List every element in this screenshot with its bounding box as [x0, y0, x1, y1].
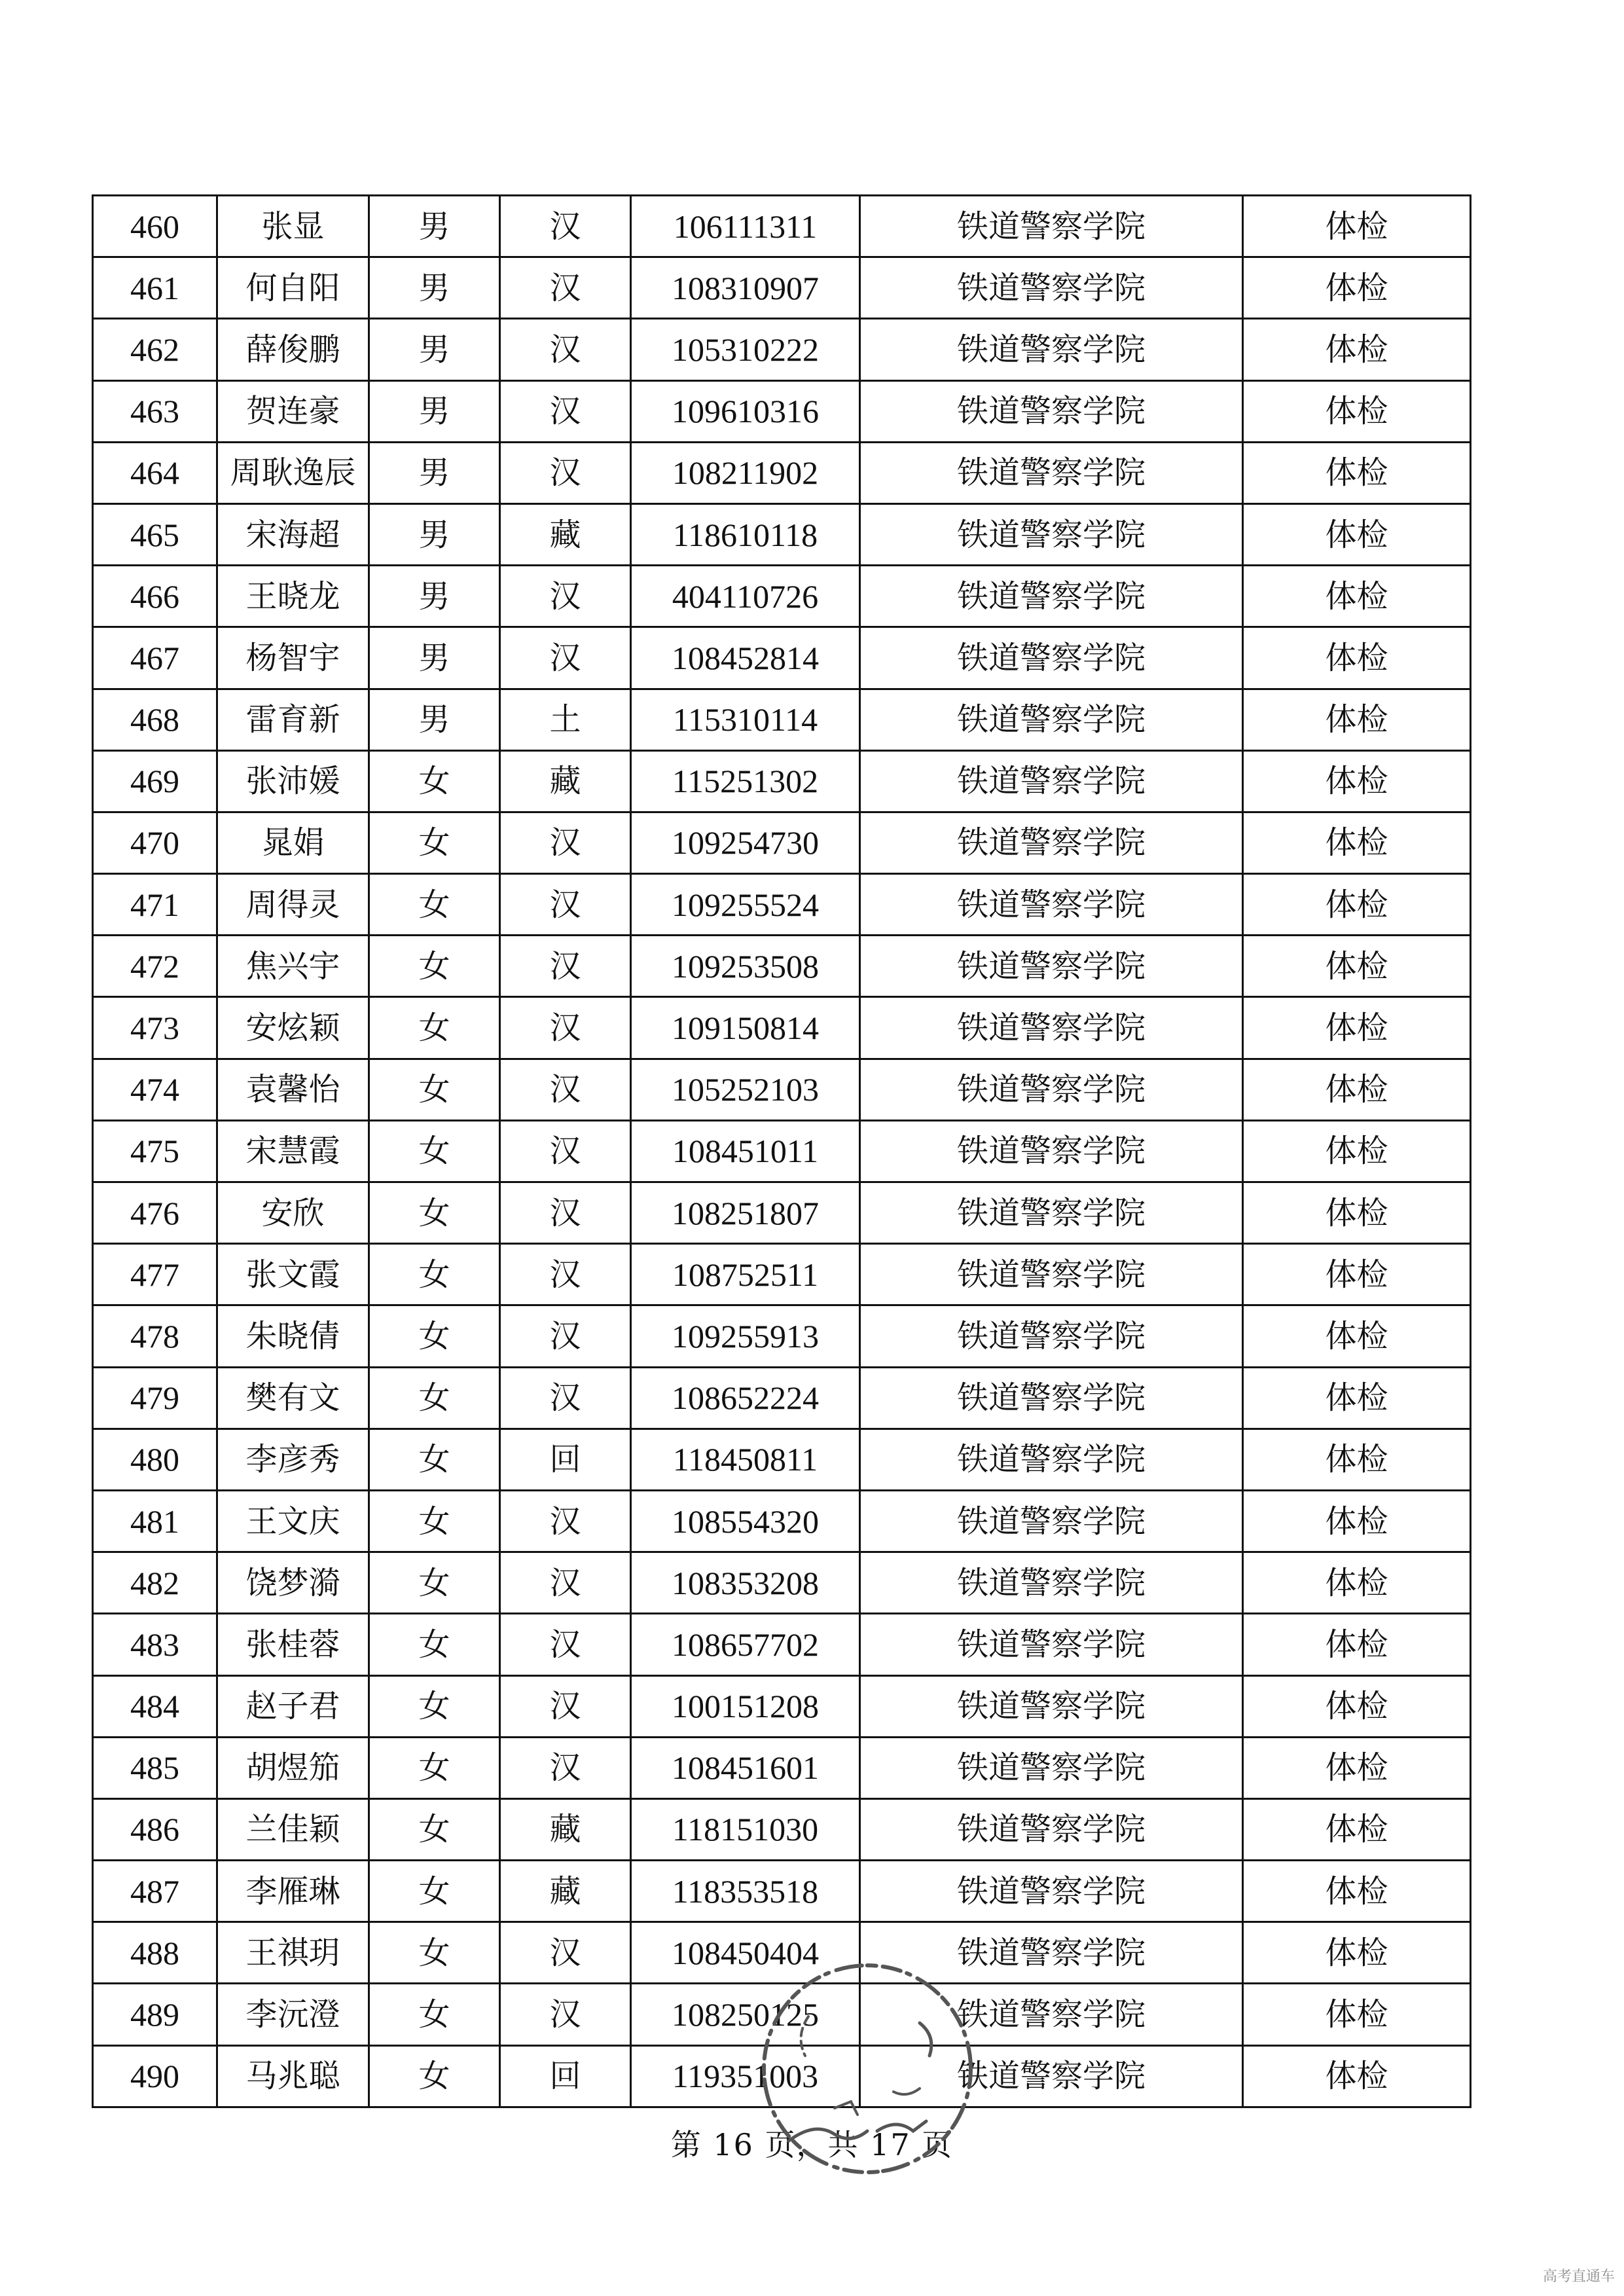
student-name-cell: 张桂蓉: [217, 1614, 369, 1675]
gender-cell: 男: [369, 257, 500, 319]
status-cell: 体检: [1243, 566, 1471, 627]
gender-cell: 女: [369, 997, 500, 1059]
gender-cell: 女: [369, 1798, 500, 1860]
admitted-school-cell: 铁道警察学院: [860, 1367, 1243, 1429]
table-row: [93, 1305, 1471, 1367]
row-index-cell: 462: [93, 319, 217, 380]
status-cell: 体检: [1243, 1182, 1471, 1244]
ethnicity-cell: 汉: [500, 627, 631, 689]
exam-number-cell: 108652224: [631, 1367, 860, 1429]
status-cell: 体检: [1243, 503, 1471, 565]
ethnicity-cell: 汉: [500, 319, 631, 380]
ethnicity-cell: 汉: [500, 1244, 631, 1305]
admitted-school-cell: 铁道警察学院: [860, 1798, 1243, 1860]
ethnicity-cell: 汉: [500, 442, 631, 503]
ethnicity-cell: 汉: [500, 1120, 631, 1182]
exam-number-cell: 109255913: [631, 1305, 860, 1367]
table-row: [93, 2045, 1471, 2107]
student-name-cell: 宋慧霞: [217, 1120, 369, 1182]
exam-number-cell: 108752511: [631, 1244, 860, 1305]
admitted-school-cell: 铁道警察学院: [860, 1861, 1243, 1922]
exam-number-cell: 115251302: [631, 750, 860, 812]
table-row: [93, 997, 1471, 1059]
admission-table: [92, 194, 1471, 2108]
admitted-school-cell: 铁道警察学院: [860, 874, 1243, 936]
admitted-school-cell: 铁道警察学院: [860, 1244, 1243, 1305]
table-row: [93, 566, 1471, 627]
ethnicity-cell: 汉: [500, 1984, 631, 2045]
student-name-cell: 李沅澄: [217, 1984, 369, 2045]
status-cell: 体检: [1243, 1490, 1471, 1552]
gender-cell: 女: [369, 936, 500, 997]
status-cell: 体检: [1243, 1367, 1471, 1429]
exam-number-cell: 108554320: [631, 1490, 860, 1552]
row-index-cell: 467: [93, 627, 217, 689]
status-cell: 体检: [1243, 874, 1471, 936]
ethnicity-cell: 汉: [500, 1182, 631, 1244]
row-index-cell: 486: [93, 1798, 217, 1860]
admitted-school-cell: 铁道警察学院: [860, 380, 1243, 442]
ethnicity-cell: 汉: [500, 1367, 631, 1429]
gender-cell: 女: [369, 1490, 500, 1552]
status-cell: 体检: [1243, 2045, 1471, 2107]
ethnicity-cell: 汉: [500, 1614, 631, 1675]
admitted-school-cell: 铁道警察学院: [860, 1614, 1243, 1675]
row-index-cell: 481: [93, 1490, 217, 1552]
exam-number-cell: 118353518: [631, 1861, 860, 1922]
ethnicity-cell: 藏: [500, 750, 631, 812]
table-row: [93, 1552, 1471, 1614]
exam-number-cell: 118151030: [631, 1798, 860, 1860]
exam-number-cell: 106111311: [631, 196, 860, 257]
student-name-cell: 贺连豪: [217, 380, 369, 442]
admitted-school-cell: 铁道警察学院: [860, 1182, 1243, 1244]
gender-cell: 男: [369, 319, 500, 380]
admitted-school-cell: 铁道警察学院: [860, 627, 1243, 689]
ethnicity-cell: 汉: [500, 936, 631, 997]
table-row: [93, 319, 1471, 380]
admitted-school-cell: 铁道警察学院: [860, 503, 1243, 565]
exam-number-cell: 105252103: [631, 1059, 860, 1120]
gender-cell: 女: [369, 1984, 500, 2045]
exam-number-cell: 115310114: [631, 689, 860, 750]
status-cell: 体检: [1243, 1614, 1471, 1675]
status-cell: 体检: [1243, 936, 1471, 997]
status-cell: 体检: [1243, 1120, 1471, 1182]
gender-cell: 男: [369, 442, 500, 503]
student-name-cell: 宋海超: [217, 503, 369, 565]
ethnicity-cell: 藏: [500, 1798, 631, 1860]
gender-cell: 女: [369, 812, 500, 873]
gender-cell: 女: [369, 1429, 500, 1490]
table-row: [93, 1984, 1471, 2045]
row-index-cell: 472: [93, 936, 217, 997]
status-cell: 体检: [1243, 812, 1471, 873]
exam-number-cell: 119351003: [631, 2045, 860, 2107]
table-row: [93, 1059, 1471, 1120]
exam-number-cell: 108450404: [631, 1922, 860, 1984]
gender-cell: 女: [369, 1367, 500, 1429]
gender-cell: 女: [369, 1861, 500, 1922]
ethnicity-cell: 汉: [500, 1305, 631, 1367]
exam-number-cell: 108451601: [631, 1737, 860, 1798]
gender-cell: 女: [369, 1737, 500, 1798]
student-name-cell: 何自阳: [217, 257, 369, 319]
admitted-school-cell: 铁道警察学院: [860, 1737, 1243, 1798]
gender-cell: 男: [369, 627, 500, 689]
student-name-cell: 樊有文: [217, 1367, 369, 1429]
admitted-school-cell: 铁道警察学院: [860, 1922, 1243, 1984]
student-name-cell: 朱晓倩: [217, 1305, 369, 1367]
status-cell: 体检: [1243, 689, 1471, 750]
row-index-cell: 476: [93, 1182, 217, 1244]
ethnicity-cell: 回: [500, 1429, 631, 1490]
exam-number-cell: 108310907: [631, 257, 860, 319]
admitted-school-cell: 铁道警察学院: [860, 1305, 1243, 1367]
status-cell: 体检: [1243, 196, 1471, 257]
status-cell: 体检: [1243, 1798, 1471, 1860]
table-row: [93, 1675, 1471, 1737]
row-index-cell: 483: [93, 1614, 217, 1675]
table-row: [93, 936, 1471, 997]
exam-number-cell: 108251807: [631, 1182, 860, 1244]
table-row: [93, 257, 1471, 319]
admitted-school-cell: 铁道警察学院: [860, 1552, 1243, 1614]
row-index-cell: 490: [93, 2045, 217, 2107]
row-index-cell: 475: [93, 1120, 217, 1182]
row-index-cell: 488: [93, 1922, 217, 1984]
ethnicity-cell: 汉: [500, 1059, 631, 1120]
gender-cell: 男: [369, 566, 500, 627]
student-name-cell: 王晓龙: [217, 566, 369, 627]
admitted-school-cell: 铁道警察学院: [860, 1059, 1243, 1120]
student-name-cell: 王祺玥: [217, 1922, 369, 1984]
table-row: [93, 874, 1471, 936]
row-index-cell: 474: [93, 1059, 217, 1120]
ethnicity-cell: 藏: [500, 1861, 631, 1922]
status-cell: 体检: [1243, 442, 1471, 503]
gender-cell: 男: [369, 380, 500, 442]
student-name-cell: 王文庆: [217, 1490, 369, 1552]
row-index-cell: 463: [93, 380, 217, 442]
admitted-school-cell: 铁道警察学院: [860, 1490, 1243, 1552]
admitted-school-cell: 铁道警察学院: [860, 442, 1243, 503]
row-index-cell: 478: [93, 1305, 217, 1367]
ethnicity-cell: 汉: [500, 874, 631, 936]
status-cell: 体检: [1243, 257, 1471, 319]
student-name-cell: 晁娟: [217, 812, 369, 873]
status-cell: 体检: [1243, 750, 1471, 812]
gender-cell: 女: [369, 750, 500, 812]
student-name-cell: 周得灵: [217, 874, 369, 936]
table-row: [93, 750, 1471, 812]
admitted-school-cell: 铁道警察学院: [860, 257, 1243, 319]
row-index-cell: 466: [93, 566, 217, 627]
status-cell: 体检: [1243, 1059, 1471, 1120]
student-name-cell: 马兆聪: [217, 2045, 369, 2107]
ethnicity-cell: 汉: [500, 1490, 631, 1552]
ethnicity-cell: 汉: [500, 997, 631, 1059]
gender-cell: 女: [369, 1244, 500, 1305]
gender-cell: 男: [369, 196, 500, 257]
student-name-cell: 张文霞: [217, 1244, 369, 1305]
ethnicity-cell: 汉: [500, 812, 631, 873]
row-index-cell: 473: [93, 997, 217, 1059]
table-row: [93, 627, 1471, 689]
exam-number-cell: 108211902: [631, 442, 860, 503]
table-row: [93, 442, 1471, 503]
student-name-cell: 李彦秀: [217, 1429, 369, 1490]
page-number: 第 16 页，共 17 页: [670, 2127, 954, 2162]
ethnicity-cell: 汉: [500, 566, 631, 627]
table-row: [93, 1798, 1471, 1860]
exam-number-cell: 118610118: [631, 503, 860, 565]
row-index-cell: 461: [93, 257, 217, 319]
table-row: [93, 1120, 1471, 1182]
table-body: [93, 196, 1471, 2107]
exam-number-cell: 118450811: [631, 1429, 860, 1490]
status-cell: 体检: [1243, 1922, 1471, 1984]
row-index-cell: 471: [93, 874, 217, 936]
ethnicity-cell: 汉: [500, 196, 631, 257]
table-row: [93, 1244, 1471, 1305]
status-cell: 体检: [1243, 997, 1471, 1059]
exam-number-cell: 109255524: [631, 874, 860, 936]
gender-cell: 女: [369, 1182, 500, 1244]
watermark-logo: 高考直通车: [1542, 2269, 1615, 2285]
row-index-cell: 480: [93, 1429, 217, 1490]
status-cell: 体检: [1243, 319, 1471, 380]
admitted-school-cell: 铁道警察学院: [860, 566, 1243, 627]
ethnicity-cell: 藏: [500, 503, 631, 565]
exam-number-cell: 108657702: [631, 1614, 860, 1675]
row-index-cell: 468: [93, 689, 217, 750]
admitted-school-cell: 铁道警察学院: [860, 689, 1243, 750]
row-index-cell: 465: [93, 503, 217, 565]
gender-cell: 女: [369, 874, 500, 936]
row-index-cell: 484: [93, 1675, 217, 1737]
exam-number-cell: 404110726: [631, 566, 860, 627]
admitted-school-cell: 铁道警察学院: [860, 196, 1243, 257]
student-name-cell: 杨智宇: [217, 627, 369, 689]
ethnicity-cell: 土: [500, 689, 631, 750]
gender-cell: 女: [369, 1922, 500, 1984]
table-row: [93, 1614, 1471, 1675]
gender-cell: 男: [369, 503, 500, 565]
row-index-cell: 487: [93, 1861, 217, 1922]
gender-cell: 男: [369, 689, 500, 750]
admitted-school-cell: 铁道警察学院: [860, 750, 1243, 812]
gender-cell: 女: [369, 1120, 500, 1182]
student-name-cell: 胡煜笳: [217, 1737, 369, 1798]
row-index-cell: 477: [93, 1244, 217, 1305]
exam-number-cell: 109254730: [631, 812, 860, 873]
admitted-school-cell: 铁道警察学院: [860, 1429, 1243, 1490]
admitted-school-cell: 铁道警察学院: [860, 936, 1243, 997]
table-row: [93, 689, 1471, 750]
table-row: [93, 1490, 1471, 1552]
exam-number-cell: 100151208: [631, 1675, 860, 1737]
student-name-cell: 李雁琳: [217, 1861, 369, 1922]
ethnicity-cell: 汉: [500, 1922, 631, 1984]
table-row: [93, 1922, 1471, 1984]
table-row: [93, 503, 1471, 565]
row-index-cell: 460: [93, 196, 217, 257]
table-row: [93, 1367, 1471, 1429]
student-name-cell: 兰佳颖: [217, 1798, 369, 1860]
status-cell: 体检: [1243, 1984, 1471, 2045]
ethnicity-cell: 回: [500, 2045, 631, 2107]
admitted-school-cell: 铁道警察学院: [860, 1120, 1243, 1182]
gender-cell: 女: [369, 1305, 500, 1367]
gender-cell: 女: [369, 1675, 500, 1737]
student-name-cell: 雷育新: [217, 689, 369, 750]
status-cell: 体检: [1243, 1737, 1471, 1798]
ethnicity-cell: 汉: [500, 1552, 631, 1614]
gender-cell: 女: [369, 1552, 500, 1614]
status-cell: 体检: [1243, 1429, 1471, 1490]
admitted-school-cell: 铁道警察学院: [860, 997, 1243, 1059]
row-index-cell: 464: [93, 442, 217, 503]
ethnicity-cell: 汉: [500, 257, 631, 319]
gender-cell: 女: [369, 1059, 500, 1120]
ethnicity-cell: 汉: [500, 380, 631, 442]
table-row: [93, 380, 1471, 442]
exam-number-cell: 108452814: [631, 627, 860, 689]
student-name-cell: 焦兴宇: [217, 936, 369, 997]
status-cell: 体检: [1243, 1675, 1471, 1737]
admitted-school-cell: 铁道警察学院: [860, 1984, 1243, 2045]
status-cell: 体检: [1243, 1305, 1471, 1367]
student-name-cell: 张沛媛: [217, 750, 369, 812]
status-cell: 体检: [1243, 380, 1471, 442]
table-row: [93, 1737, 1471, 1798]
admitted-school-cell: 铁道警察学院: [860, 2045, 1243, 2107]
ethnicity-cell: 汉: [500, 1675, 631, 1737]
row-index-cell: 479: [93, 1367, 217, 1429]
ethnicity-cell: 汉: [500, 1737, 631, 1798]
table-row: [93, 1429, 1471, 1490]
gender-cell: 女: [369, 1614, 500, 1675]
student-name-cell: 饶梦漪: [217, 1552, 369, 1614]
student-name-cell: 赵子君: [217, 1675, 369, 1737]
exam-number-cell: 108250125: [631, 1984, 860, 2045]
status-cell: 体检: [1243, 627, 1471, 689]
gender-cell: 女: [369, 2045, 500, 2107]
row-index-cell: 482: [93, 1552, 217, 1614]
student-name-cell: 袁馨怡: [217, 1059, 369, 1120]
status-cell: 体检: [1243, 1244, 1471, 1305]
exam-number-cell: 109150814: [631, 997, 860, 1059]
admitted-school-cell: 铁道警察学院: [860, 1675, 1243, 1737]
table-row: [93, 196, 1471, 257]
row-index-cell: 489: [93, 1984, 217, 2045]
admitted-school-cell: 铁道警察学院: [860, 812, 1243, 873]
student-name-cell: 薛俊鹏: [217, 319, 369, 380]
row-index-cell: 469: [93, 750, 217, 812]
exam-number-cell: 108353208: [631, 1552, 860, 1614]
table-row: [93, 1182, 1471, 1244]
exam-number-cell: 105310222: [631, 319, 860, 380]
row-index-cell: 485: [93, 1737, 217, 1798]
status-cell: 体检: [1243, 1861, 1471, 1922]
exam-number-cell: 109253508: [631, 936, 860, 997]
exam-number-cell: 108451011: [631, 1120, 860, 1182]
student-name-cell: 安欣: [217, 1182, 369, 1244]
row-index-cell: 470: [93, 812, 217, 873]
student-name-cell: 周耿逸辰: [217, 442, 369, 503]
exam-number-cell: 109610316: [631, 380, 860, 442]
status-cell: 体检: [1243, 1552, 1471, 1614]
admitted-school-cell: 铁道警察学院: [860, 319, 1243, 380]
student-name-cell: 张显: [217, 196, 369, 257]
table-row: [93, 1861, 1471, 1922]
student-name-cell: 安炫颖: [217, 997, 369, 1059]
table-row: [93, 812, 1471, 873]
